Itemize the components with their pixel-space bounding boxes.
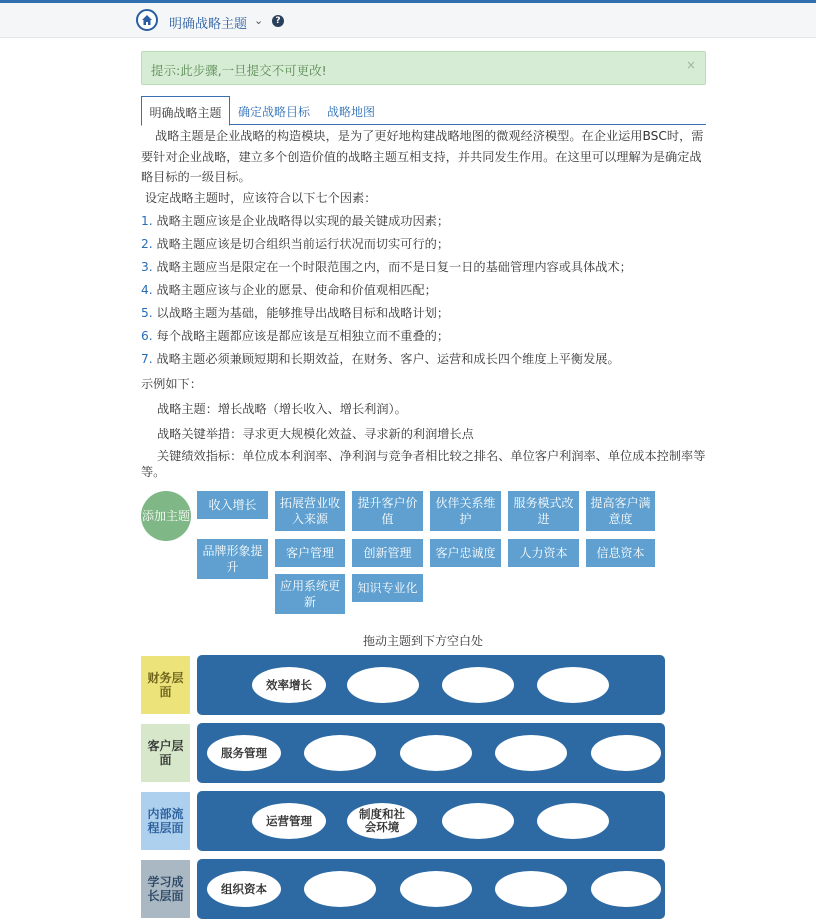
example-kpi: 关键绩效指标：单位成本利润率、净利润与竞争者相比较之排名、单位客户利润率、单位成本控制率等等。 [141,449,706,479]
theme-slot[interactable] [400,871,472,907]
list-item: 6. 每个战略主题都应该是都应该是互相独立而不重叠的； [141,329,450,343]
home-icon[interactable] [136,9,158,31]
help-icon[interactable]: ? [272,15,284,27]
theme-chip[interactable]: 知识专业化 [352,574,423,602]
lane-internal-process[interactable] [197,791,665,851]
warning-alert [141,51,706,85]
top-bar [0,0,816,38]
example-title: 示例如下： [141,377,202,391]
theme-chip[interactable]: 提高客户满意度 [586,491,655,531]
theme-slot[interactable] [537,803,609,839]
theme-slot[interactable] [442,667,514,703]
tab-strategy-map[interactable]: 战略地图 [327,105,376,119]
list-item: 2. 战略主题应该是切合组织当前运行状况而切实可行的； [141,237,450,251]
theme-slot[interactable] [400,735,472,771]
page-title: 明确战略主题 [169,17,248,32]
theme-chip[interactable]: 收入增长 [197,491,268,519]
intro-paragraph: 战略主题是企业战略的构造模块，是为了更好地构建战略地图的微观经济模型。在企业运用BSC时，需要针对企业战略，建立多个创造价值的战略主题互相支持，并共同发生作用。在这里可以理解为是确定战略目标的一级目标。 [141,129,704,184]
theme-slot[interactable]: 效率增长 [252,667,326,703]
lane-financial[interactable] [197,655,665,715]
chevron-down-icon[interactable]: ⌄ [254,14,264,27]
lane-label-financial: 财务层面 [141,656,190,714]
add-theme-button[interactable]: 添加主题 [141,491,191,541]
theme-slot[interactable] [304,735,376,771]
list-item: 5. 以战略主题为基础，能够推导出战略目标和战略计划； [141,306,450,320]
lane-label-learning: 学习成长层面 [141,860,190,918]
factors-title: 设定战略主题时，应该符合以下七个因素： [144,191,377,205]
list-item: 4. 战略主题应该与企业的愿景、使命和价值观相匹配； [141,283,437,297]
tab-define-themes[interactable]: 明确战略主题 [141,96,230,126]
theme-slot[interactable]: 运营管理 [252,803,326,839]
theme-chip[interactable]: 创新管理 [352,539,423,567]
lane-label-customer: 客户层面 [141,724,190,782]
theme-slot[interactable] [591,735,661,771]
lane-learning-growth[interactable] [197,859,665,919]
close-icon[interactable]: × [685,58,696,72]
theme-slot[interactable] [304,871,376,907]
theme-slot[interactable] [442,803,514,839]
tab-define-objectives[interactable]: 确定战略目标 [238,105,311,119]
theme-slot[interactable] [537,667,609,703]
theme-slot[interactable] [495,735,567,771]
list-item: 7. 战略主题必须兼顾短期和长期效益，在财务、客户、运营和成长四个维度上平衡发展。 [141,352,620,366]
theme-slot[interactable] [347,667,419,703]
example-measure: 战略关键举措：寻求更大规模化效益、寻求新的利润增长点 [157,427,474,441]
list-item: 1. 战略主题应该是企业战略得以实现的最关键成功因素； [141,214,450,228]
theme-slot[interactable]: 制度和社会环境 [347,803,417,839]
theme-chip[interactable]: 人力资本 [508,539,579,567]
lane-customer[interactable] [197,723,665,783]
theme-slot[interactable] [591,871,661,907]
theme-slot[interactable] [495,871,567,907]
theme-chip[interactable]: 应用系统更新 [275,574,345,614]
example-theme: 战略主题：增长战略（增长收入、增长利润）。 [157,402,407,416]
alert-text: 提示:此步骤,一旦提交不可更改! [151,63,327,78]
theme-chip[interactable]: 拓展营业收入来源 [275,491,345,531]
theme-chip[interactable]: 服务模式改进 [508,491,579,531]
theme-chip[interactable]: 品牌形象提升 [197,539,268,579]
theme-chip[interactable]: 信息资本 [586,539,655,567]
drag-hint: 拖动主题到下方空白处 [362,634,483,648]
theme-chip[interactable]: 提升客户价值 [352,491,423,531]
theme-chip[interactable]: 客户忠诚度 [430,539,501,567]
theme-slot[interactable]: 服务管理 [207,735,281,771]
theme-slot[interactable]: 组织资本 [207,871,281,907]
lane-label-internal: 内部流程层面 [141,792,190,850]
theme-chip[interactable]: 伙伴关系维护 [430,491,501,531]
tab-bar [141,96,706,125]
list-item: 3. 战略主题应当是限定在一个时限范围之内，而不是日复一日的基础管理内容或具体战术； [141,260,632,274]
theme-chip[interactable]: 客户管理 [275,539,345,567]
